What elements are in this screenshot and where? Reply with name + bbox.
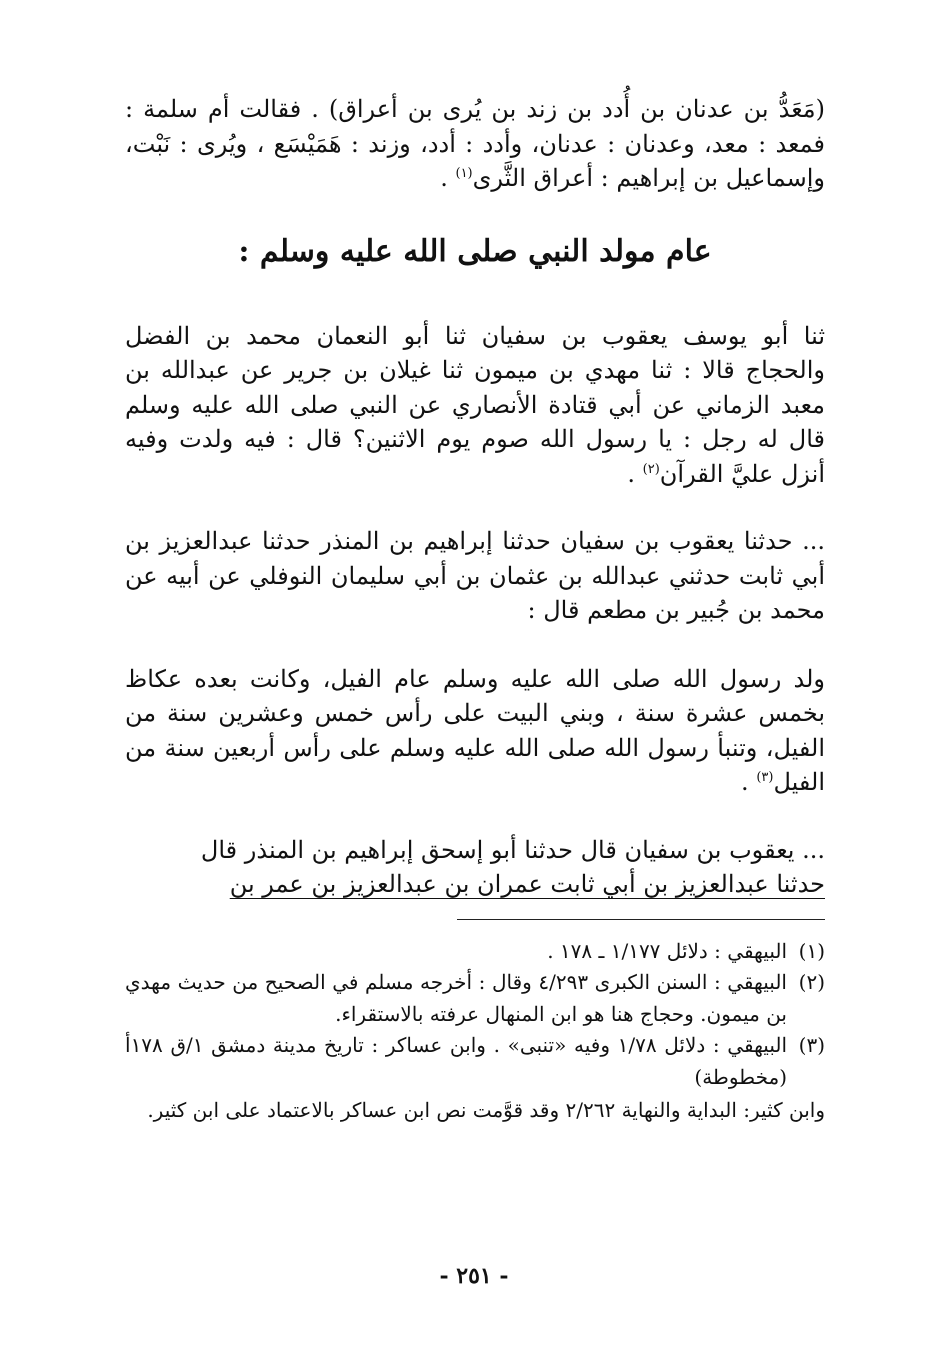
paragraph-genealogy (125, 92, 825, 196)
footnote-ref-3: (٣) (756, 770, 774, 785)
paragraph-isnad-continued-line-1: ... يعقوب بن سفيان قال حدثنا أبو إسحق إبراهيم بن المنذر قال (200, 835, 825, 864)
paragraph-hadith-monday-text: ثنا أبو يوسف يعقوب بن سفيان ثنا أبو النعمان محمد بن الفضل والحجاج قالا : ثنا مهدي بن ميمون ثنا غيلان بن جرير عن عبدالله بن معبد الزماني عن أبي قتادة الأنصاري عن النبي صلى الله عليه وسلم قال له رجل : يا رسول الله صوم يوم الاثنين؟ قال : فيه ولدت وفيه أنزل عليَّ القرآن (125, 321, 825, 488)
paragraph-birth-year-text: ولد رسول الله صلى الله عليه وسلم عام الفيل، وكانت بعده عكاظ بخمس عشرة سنة ، وبني البيت على رأس خمس وعشرين سنة من الفيل، وتنبأ رسول الله صلى الله عليه وسلم على رأس أربعين سنة من الفيل (125, 664, 825, 796)
section-heading: عام مولد النبي صلى الله عليه وسلم : (238, 233, 712, 269)
footnote-text: البيهقي : دلائل ١/٧٨ وفيه «تنبى» . وابن عساكر : تاريخ مدينة دمشق ١/ق ١٧٨أ (مخطوطة) (125, 1033, 788, 1089)
footnote-text: البيهقي : السنن الكبرى ٤/٢٩٣ وقال : أخرجه مسلم في الصحيح من حديث مهدي بن ميمون. وحجاج هنا هو ابن المنهال عرفته بالاستقراء. (125, 970, 787, 1026)
paragraph-genealogy-end: . (440, 164, 456, 192)
footnote-3-continuation: وابن كثير: البداية والنهاية ٢/٢٦٢ وقد قوَّمت نص ابن عساكر بالاعتماد على ابن كثير. (147, 1098, 825, 1122)
paragraph-hadith-monday-end: . (627, 459, 643, 488)
footnote-ref-2: (٢) (642, 461, 660, 477)
paragraph-birth-year-end: . (741, 768, 757, 796)
footnote-1 (125, 936, 825, 968)
paragraph-isnad-continued-line-2: حدثنا عبدالعزيز بن أبي ثابت عمران بن عبدالعزيز بن عمر بن (229, 870, 825, 898)
footnote-number: (١) (798, 938, 825, 963)
paragraph-genealogy-text: (مَعَدُّ بن عدنان بن أُدد بن زند بن يُرى بن أعراق) . فقالت أم سلمة : فمعد : معد، وعدنان : عدنان، وأدد : أدد، وزند : هَمَيْسَع ، ويُرى : نَبْت، وإسماعيل بن إبراهيم : أعراق الثَّرى (125, 95, 825, 192)
footnote-separator (457, 919, 825, 920)
footnote-number: (٢) (798, 970, 825, 994)
footnote-number: (٣) (798, 1033, 825, 1057)
page-body (125, 92, 825, 1127)
footnote-2 (125, 967, 825, 1030)
paragraph-isnad: ... حدثنا يعقوب بن سفيان حدثنا إبراهيم بن المنذر حدثنا عبدالعزيز بن أبي ثابت حدثني عبدالله بن عثمان بن أبي سليمان النوفلي عن أبيه عن محمد بن جُبير بن مطعم قال : (125, 527, 825, 624)
footnote-text: البيهقي : دلائل ١/١٧٧ ـ ١٧٨ . (547, 938, 787, 963)
footnote-ref-1: (١) (455, 166, 473, 181)
footnote-3 (125, 1030, 825, 1093)
paragraph-isnad-continued (125, 833, 825, 902)
paragraph-hadith-monday (125, 319, 825, 492)
page-number: - ٢٥١ - (439, 1263, 509, 1289)
paragraph-birth-year (125, 662, 825, 800)
footnotes (125, 936, 825, 1127)
